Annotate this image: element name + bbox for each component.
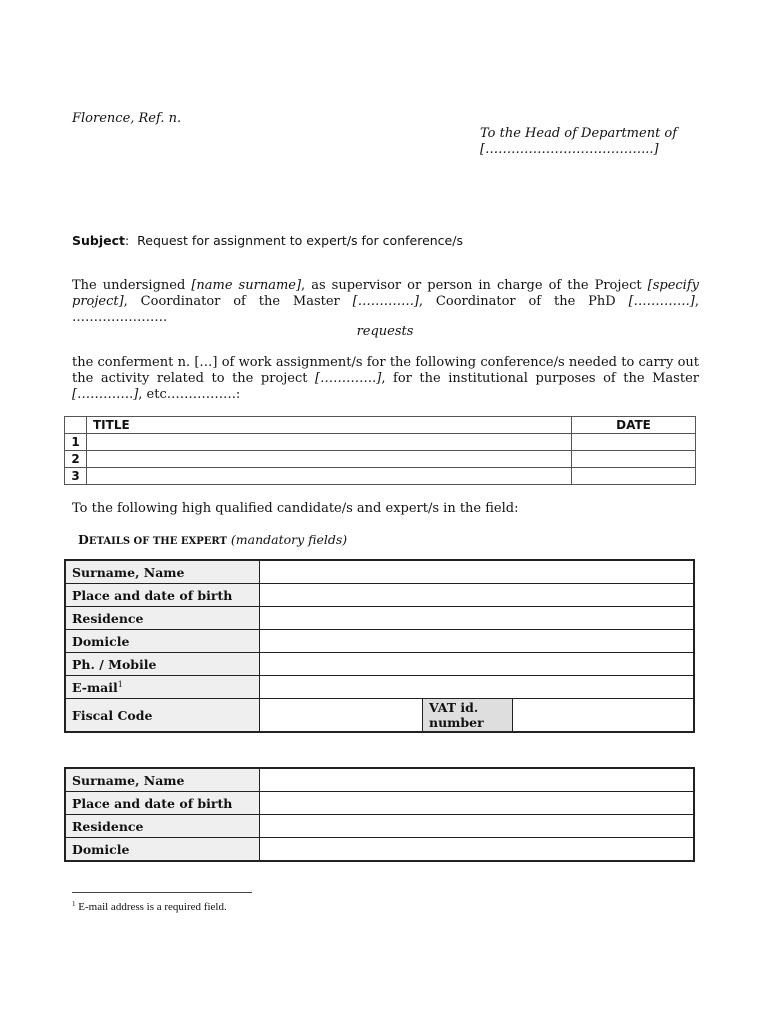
domicile-field[interactable] bbox=[260, 630, 695, 653]
residence-label: Residence bbox=[65, 815, 260, 838]
intro-text: The undersigned bbox=[72, 278, 192, 293]
surname-field[interactable] bbox=[260, 768, 695, 792]
birth-label: Place and date of birth bbox=[65, 584, 260, 607]
mandatory-note: (mandatory fields) bbox=[230, 532, 348, 547]
footnote bbox=[72, 900, 227, 913]
name-placeholder: [name surname] bbox=[191, 278, 302, 293]
footnote-ref: 1 bbox=[117, 679, 123, 689]
date-cell[interactable] bbox=[572, 434, 696, 451]
footnote-number: 1 bbox=[72, 900, 76, 908]
recipient-line-1: To the Head of Department of bbox=[480, 126, 678, 141]
table-row bbox=[65, 434, 696, 451]
row-number: 1 bbox=[65, 434, 87, 451]
residence-field[interactable] bbox=[260, 607, 695, 630]
master-placeholder: [………….] bbox=[352, 294, 419, 309]
candidates-line: To the following high qualified candidate/s and expert/s in the field: bbox=[72, 501, 519, 516]
row-number: 2 bbox=[65, 451, 87, 468]
project-placeholder: [specify project] bbox=[72, 278, 699, 309]
residence-field[interactable] bbox=[260, 815, 695, 838]
phone-field[interactable] bbox=[260, 653, 695, 676]
footnote-divider bbox=[72, 892, 252, 893]
place-ref: Florence, Ref. n. bbox=[72, 111, 182, 126]
birth-field[interactable] bbox=[260, 584, 695, 607]
date-cell[interactable] bbox=[572, 468, 696, 485]
row-number: 3 bbox=[65, 468, 87, 485]
intro-text: , Coordinator of the PhD bbox=[418, 294, 629, 309]
project-placeholder: [………….] bbox=[315, 371, 382, 386]
title-cell[interactable] bbox=[87, 468, 572, 485]
conference-header-row bbox=[65, 417, 696, 434]
intro-paragraph bbox=[72, 278, 699, 326]
surname-label: Surname, Name bbox=[65, 560, 260, 584]
subject-text: Request for assignment to expert/s for conference/s bbox=[137, 233, 463, 248]
domicile-label: Domicle bbox=[65, 838, 260, 862]
expert-form-2 bbox=[64, 767, 695, 862]
date-cell[interactable] bbox=[572, 451, 696, 468]
table-row bbox=[65, 468, 696, 485]
title-column-header: TITLE bbox=[87, 417, 572, 434]
email-label-text: E-mail bbox=[72, 679, 118, 695]
title-cell[interactable] bbox=[87, 451, 572, 468]
conferment-paragraph bbox=[72, 355, 699, 403]
subject-line bbox=[72, 233, 463, 248]
recipient-line-2: [………………………………...] bbox=[480, 142, 659, 157]
conference-table bbox=[64, 416, 696, 485]
expert-form-1 bbox=[64, 559, 695, 733]
intro-text: , …………………. bbox=[72, 294, 699, 325]
vat-field[interactable] bbox=[513, 699, 695, 733]
conferment-text: the conferment n. […] of work assignment/s for the following conference/s needed to carry out the activity related to the project bbox=[72, 355, 699, 386]
residence-label: Residence bbox=[65, 607, 260, 630]
conferment-text: , for the institutional purposes of the Master bbox=[381, 371, 699, 386]
surname-label: Surname, Name bbox=[65, 768, 260, 792]
details-heading bbox=[78, 532, 347, 547]
requests-word: requests bbox=[356, 324, 414, 339]
subject-colon: : bbox=[125, 233, 130, 248]
table-row bbox=[65, 451, 696, 468]
intro-text: , as supervisor or person in charge of the Project bbox=[301, 278, 648, 293]
email-label bbox=[65, 676, 260, 699]
master-placeholder: [………….] bbox=[72, 387, 139, 402]
email-field[interactable] bbox=[260, 676, 695, 699]
conferment-text: , etc…………….: bbox=[138, 387, 241, 402]
vat-label: VAT id. number bbox=[423, 699, 513, 733]
domicile-field[interactable] bbox=[260, 838, 695, 862]
recipient bbox=[480, 126, 677, 158]
phone-label: Ph. / Mobile bbox=[65, 653, 260, 676]
details-heading-initial: D bbox=[78, 532, 89, 547]
domicile-label: Domicle bbox=[65, 630, 260, 653]
fiscal-code-field[interactable] bbox=[260, 699, 423, 733]
subject-label: Subject bbox=[72, 233, 125, 248]
birth-field[interactable] bbox=[260, 792, 695, 815]
row-number-header bbox=[65, 417, 87, 434]
date-column-header: DATE bbox=[572, 417, 696, 434]
footnote-text: E-mail address is a required field. bbox=[75, 901, 227, 913]
birth-label: Place and date of birth bbox=[65, 792, 260, 815]
title-cell[interactable] bbox=[87, 434, 572, 451]
phd-placeholder: [………….] bbox=[628, 294, 695, 309]
intro-text: , Coordinator of the Master bbox=[123, 294, 353, 309]
details-heading-rest: ETAILS OF THE EXPERT bbox=[88, 536, 227, 547]
surname-field[interactable] bbox=[260, 560, 695, 584]
fiscal-code-label: Fiscal Code bbox=[65, 699, 260, 733]
